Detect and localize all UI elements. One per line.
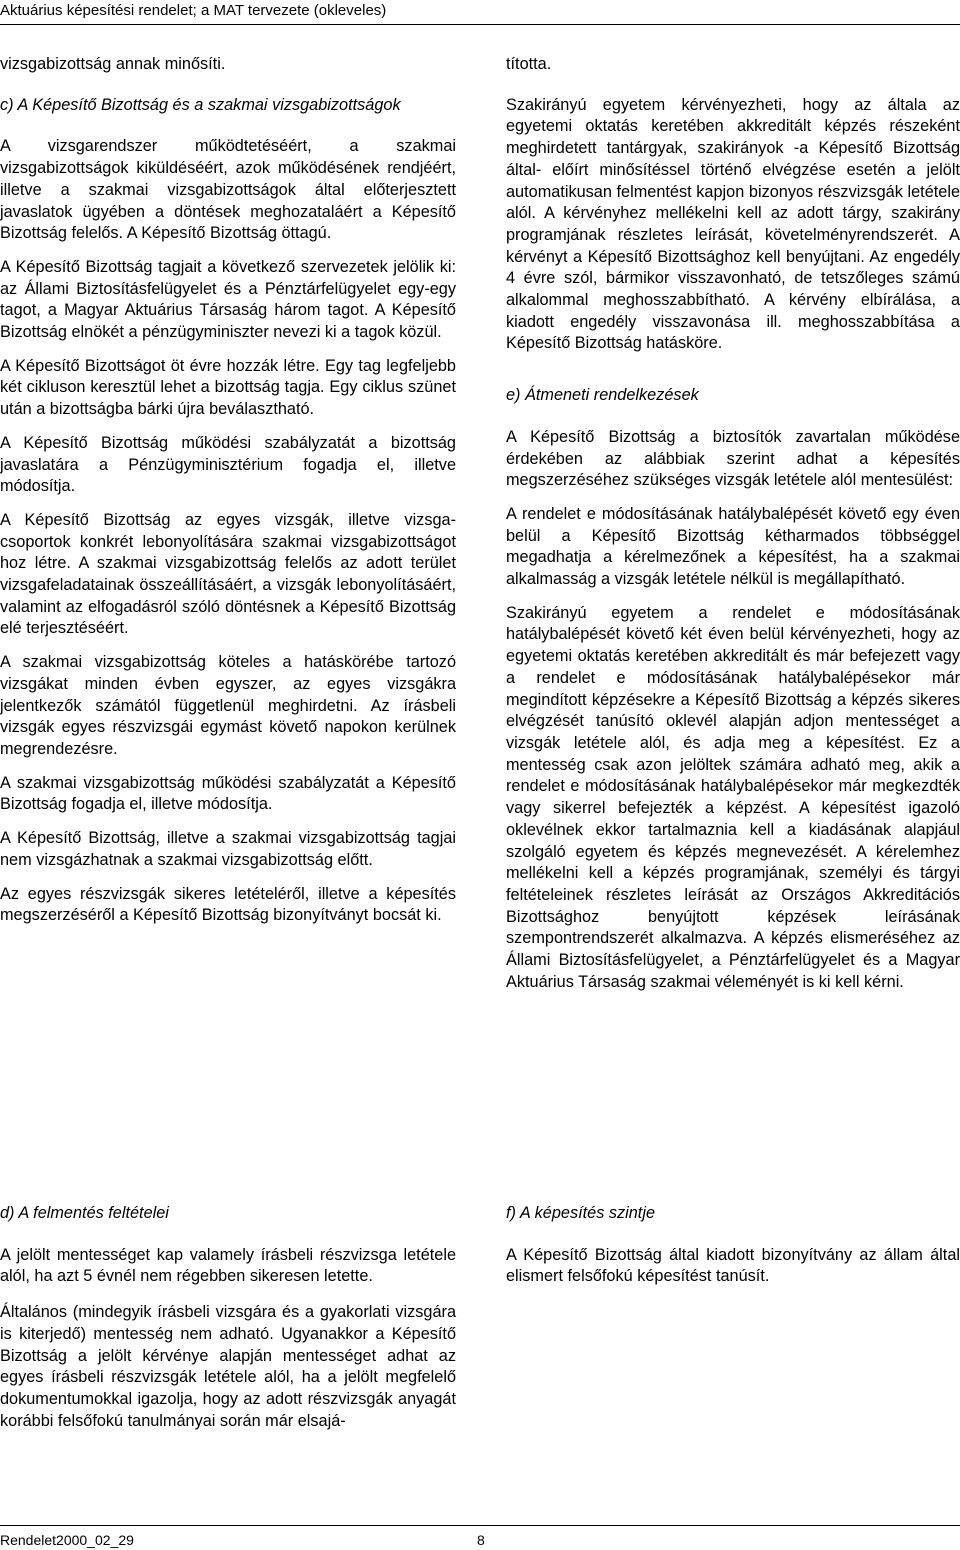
paragraph: A Képesítő Bizottság által kiadott bizonyítvány az állam által elismert felsőfokú képesítést tanúsít. xyxy=(506,1245,960,1286)
paragraph: vizsgabizottság annak minősíti. xyxy=(0,55,226,73)
header-title: Aktuárius képesítési rendelet; a MAT tervezete (okleveles) xyxy=(0,2,387,19)
paragraph: Szakirányú egyetem a rendelet e módosításának hatálybalépését követő két éven belül kérvényezheti, hogy az egyetemi oktatás keretében akkreditált és már befejezett vagy a rendelet e módosításának hatálybalépésekor már megindított képzésekre a Képesítő Bizottság a képzés sikeres elvégzését tanúsító oklevél alapján adjon mentességet a vizsgák letétele alól, és adja meg a képesítést. Ez a mentesség csak azon jelöltek számára adható meg, akik a rendelet e módosításának hatálybalépésekor már megkezdték vagy sikerrel befejezték a képzést. A képesítést igazoló oklevélnek ekkor tartalmaznia kell a kiadásának alapjául szolgáló egyetem és képzés megnevezését. A kérelemhez mellékelni kell a képzés programjának, személyi és tárgyi feltételeinek részletes leírását az Országos Akkreditációs Bizottsághoz benyújtott képzések leírásának szempontrendszerét alkalmazva. A képzés elismeréséhez az Állami Biztosításfelügyelet, a Pénztárfelügyelet és a Magyar Aktuárius Társaság szakmai véleményét is ki kell kérni. xyxy=(506,603,960,991)
right-column xyxy=(506,54,960,1005)
running-header xyxy=(0,0,960,25)
paragraph: Szakirányú egyetem kérvényezheti, hogy az általa az egyetemi oktatás keretében akkreditált képzés részeként meghirdetett tantárgyak, szakirányok -a Képesítő Bizottság által- előírt minősítéssel történő elvégzése esetén a jelölt automatikusan felmentést kapjon bizonyos részvizsgák letétele alól. A kérvényhez mellékelni kell az adott tárgy, szakirány programjának részletes leírását, követelményrendszerét. A kérvényt a Képesítő Bizottsághoz kell benyújtani. Az engedély 4 évre szól, bármikor visszavonható, de tetszőleges számú alkalommal meghosszabbítható. A kérvény elbírálása, a kiadott engedély visszavonása ill. meghosszabbítása a Képesítő Bizottság hatásköre. xyxy=(506,95,960,353)
page-footer xyxy=(0,1525,960,1549)
paragraph: A Képesítő Bizottság működési szabályzatát a bizottság javaslatára a Pénzügyminisztérium fogadja el, illetve módosítja. xyxy=(0,433,456,496)
paragraph: tította. xyxy=(506,55,552,73)
paragraph: A szakmai vizsgabizottság köteles a hatáskörébe tartozó vizsgákat minden évben egyszer, az egyes vizsgákra jelentkezők számától függetlenül meghirdetni. Az írásbeli vizsgák egyes részvizsgái egymást követő napokon kerülnek megrendezésre. xyxy=(0,653,456,758)
bottom-right-column xyxy=(506,1203,960,1300)
section-heading-e: e) Átmeneti rendelkezések xyxy=(506,386,699,405)
section-heading-d: d) A felmentés feltételei xyxy=(0,1204,169,1222)
page-number: 8 xyxy=(477,1532,485,1548)
paragraph: A Képesítő Bizottság tagjait a következő szervezetek jelölik ki: az Állami Biztosításfelügyelet és a Pénztárfelügyelet egy-egy tagot, a Magyar Aktuárius Társaság három tagot. A Képesítő Bizottság elnökét a pénzügyminiszter nevezi ki a tagok közül. xyxy=(0,257,456,342)
paragraph: Az egyes részvizsgák sikeres letételéről, illetve a képesítés megszerzéséről a Képesítő Bizottság bizonyítványt bocsát ki. xyxy=(0,884,456,925)
paragraph: A szakmai vizsgabizottság működési szabályzatát a Képesítő Bizottság fogadja el, illetve módosítja. xyxy=(0,773,456,814)
paragraph: A Képesítő Bizottság az egyes vizsgák, illetve vizsga-csoportok konkrét lebonyolítására szakmai vizsgabizottságot hoz létre. A szakmai vizsgabizottság felelős az adott terület vizsgafeladatainak összeállításáért, a vizsgák lebonyolításáért, valamint az elfogadásról szóló döntésnek a Képesítő Bizottság elé terjesztéséért. xyxy=(0,510,456,638)
paragraph: A Képesítő Bizottság, illetve a szakmai vizsgabizottság tagjai nem vizsgázhatnak a szakmai vizsgabizottság előtt. xyxy=(0,829,456,869)
paragraph: A rendelet e módosításának hatálybalépését követő egy éven belül a Képesítő Bizottság kétharmados többséggel megadhatja a kérelmezőnek a képesítést, ha a szakmai alkalmasság a vizsgák letétele nélkül is megállapítható. xyxy=(506,504,960,589)
paragraph: A vizsgarendszer működtetéséért, a szakmai vizsgabizottságok kiküldéséért, azok működésének rendjéért, illetve a szakmai vizsgabizottságok által előterjesztett javaslatok ügyében a döntések meghozataláért a Képesítő Bizottság felelős. A Képesítő Bizottság öttagú. xyxy=(0,137,456,243)
paragraph: A Képesítő Bizottságot öt évre hozzák létre. Egy tag legfeljebb két cikluson keresztül lehet a bizottság tagja. Egy ciklus szünet után a bizottságba bárki újra beválasztható. xyxy=(0,356,456,419)
left-column xyxy=(0,54,456,939)
paragraph: A Képesítő Bizottság a biztosítók zavartalan működése érdekében az alábbiak szerint adhat a képesítés megszerzéséhez szükséges vizsgák letétele alól mentesülést: xyxy=(506,427,960,490)
paragraph: A jelölt mentességet kap valamely írásbeli részvizsga letétele alól, ha azt 5 évnél nem régebben sikeresen letette. xyxy=(0,1245,456,1286)
paragraph: Általános (mindegyik írásbeli vizsgára és a gyakorlati vizsgára is kiterjedő) mentesség nem adható. Ugyanakkor a Képesítő Bizottság a jelölt kérvénye alapján mentességet adhat az egyes írásbeli részvizsgák letétele alól, ha a jelölt megfelelő dokumentumokkal igazolja, hogy az adott részvizsgák anyagát korábbi felsőfokú tanulmányai során már elsajá- xyxy=(0,1303,456,1430)
bottom-left-column xyxy=(0,1203,456,1444)
section-heading-c: c) A Képesítő Bizottság és a szakmai vizsgabizottságok xyxy=(0,95,401,114)
footer-doc-name: Rendelet2000_02_29 xyxy=(0,1532,134,1548)
section-heading-f: f) A képesítés szintje xyxy=(506,1204,656,1222)
